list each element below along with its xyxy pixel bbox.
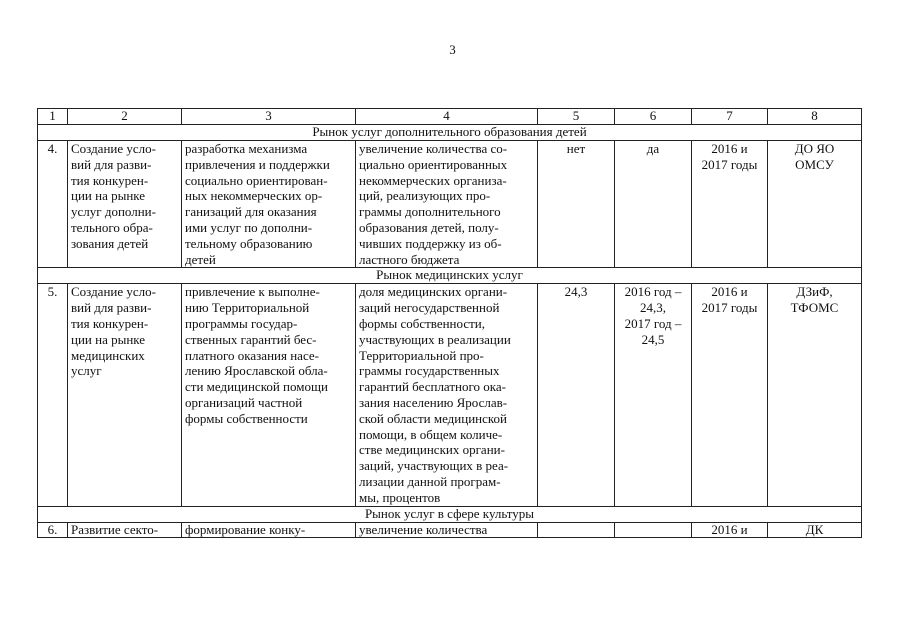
responsible-cell: ДК [768,522,862,537]
section-header-row [38,268,862,284]
column-number-row [38,109,862,125]
section-header-row [38,125,862,141]
column-number: 2 [68,109,182,125]
table-row [38,522,862,537]
measure-cell: привлечение к выполне- нию Территориальной программы государ- ственных гарантий бес- платного оказания насе- лению Ярославской обла- сти медицинской помощи организаций частной формы собственности [182,284,356,506]
indicator-cell: увеличение количества [356,522,538,537]
column-number: 8 [768,109,862,125]
page-number: 3 [449,42,456,57]
indicator-cell: доля медицинских органи- заций негосударственной формы собственности, участвующих в реализации Территориальной про- граммы государственных гарантий бесплатного ока- зания населению Ярослав- ской области медицинской помощи, в общем количе- стве медицинских органи- заций, участвующих в реа- лизации данной програм- мы, процентов [356,284,538,506]
row-number: 6. [38,522,68,537]
responsible-cell: ДЗиФ, ТФОМС [768,284,862,506]
column-number: 7 [692,109,768,125]
measure-cell: разработка механизма привлечения и поддержки социально ориентирован- ных некоммерческих ор- ганизаций для оказания ими услуг по дополни- тельному образованию детей [182,141,356,268]
row-number: 5. [38,284,68,506]
measures-table [37,108,862,538]
goal-cell: Создание усло- вий для разви- тия конкурен- ции на рынке услуг дополни- тельного обра- зования детей [68,141,182,268]
base-value-cell [538,522,615,537]
column-number: 1 [38,109,68,125]
column-number: 4 [356,109,538,125]
period-cell: 2016 и [692,522,768,537]
measure-cell: формирование конку- [182,522,356,537]
target-value-cell: да [615,141,692,268]
goal-cell: Развитие секто- [68,522,182,537]
period-cell: 2016 и 2017 годы [692,141,768,268]
column-number: 3 [182,109,356,125]
column-number: 6 [615,109,692,125]
target-value-cell [615,522,692,537]
row-number: 4. [38,141,68,268]
indicator-cell: увеличение количества со- циально ориентированных некоммерческих организа- ций, реализующих про- граммы дополнительного образования детей, полу- чивших поддержку из об- ластного бюджета [356,141,538,268]
base-value-cell: 24,3 [538,284,615,506]
section-header-row [38,506,862,522]
table-row [38,141,862,268]
table-row [38,284,862,506]
section-title: Рынок услуг в сфере культуры [38,506,862,522]
target-value-cell: 2016 год – 24,3, 2017 год – 24,5 [615,284,692,506]
responsible-cell: ДО ЯО ОМСУ [768,141,862,268]
section-title: Рынок услуг дополнительного образования детей [38,125,862,141]
column-number: 5 [538,109,615,125]
section-title: Рынок медицинских услуг [38,268,862,284]
period-cell: 2016 и 2017 годы [692,284,768,506]
goal-cell: Создание усло- вий для разви- тия конкурен- ции на рынке медицинских услуг [68,284,182,506]
base-value-cell: нет [538,141,615,268]
